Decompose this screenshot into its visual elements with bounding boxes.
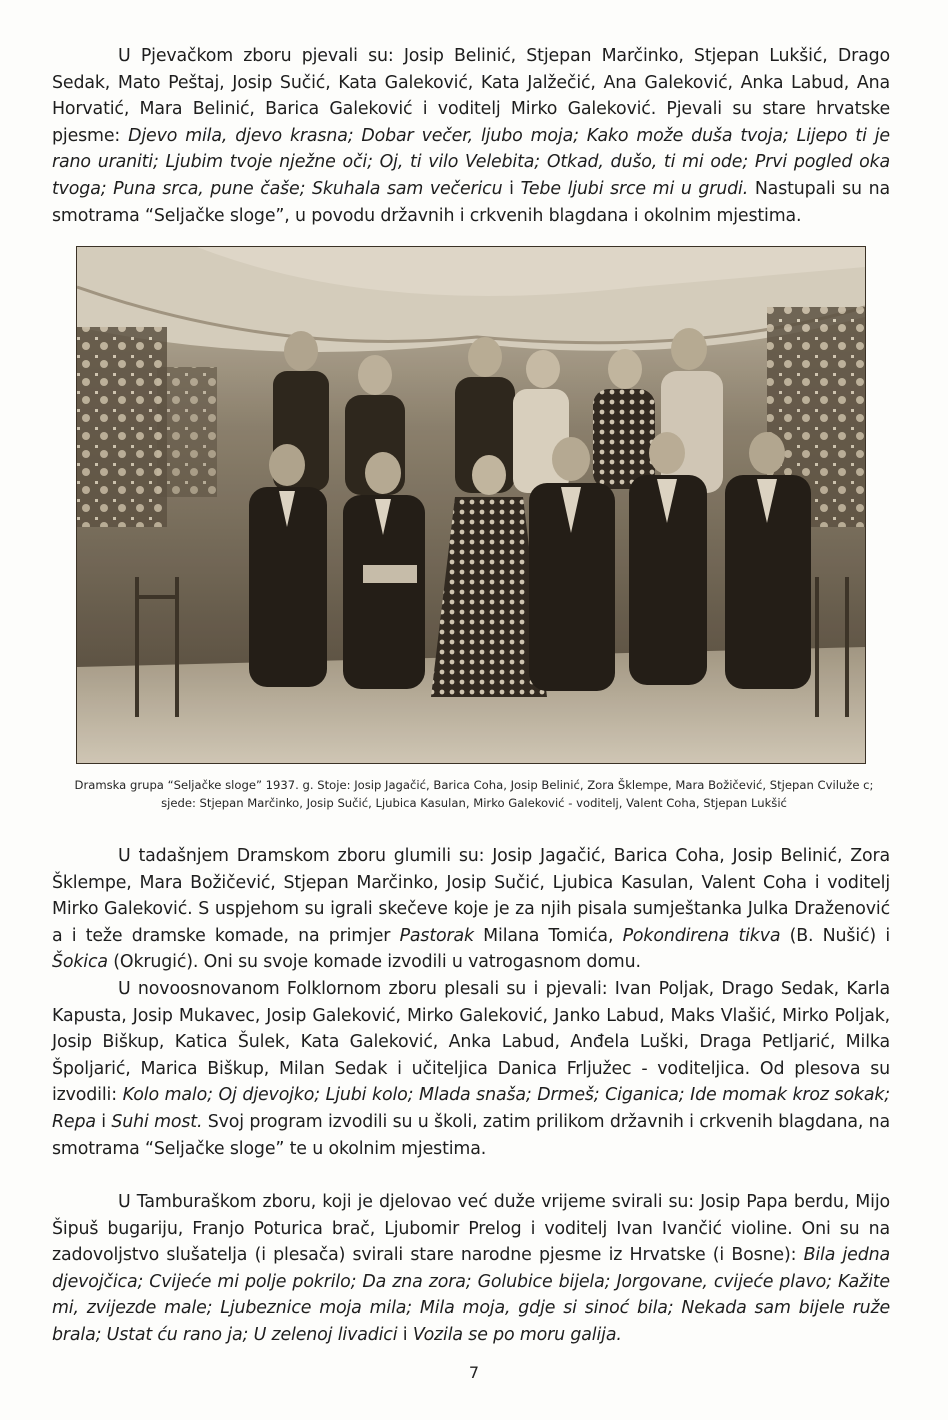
text-run: i (95, 1111, 112, 1132)
text-run: (B. Nušić) i (780, 925, 890, 946)
play-title: Pastorak (399, 925, 474, 946)
text-run: Svoj program izvodili su u školi, zatim prilikom državnih i crkvenih blagdana, na smotrama “Seljačke sloge” te u okolnim mjestima. (52, 1111, 890, 1159)
paragraph-drama-group (52, 843, 890, 976)
paragraph-tambura-group (52, 1189, 890, 1349)
paragraph-folklore-group (52, 976, 890, 1162)
song-titles: Djevo mila, djevo krasna; Dobar večer, ljubo moja; Kako može duša tvoja; Lijepo ti je rano uraniti; Ljubim tvoje nježne oči; Oj, ti vilo Velebita; Otkad, dušo, ti mi ode; Prvi pogled oka tvoga; Puna srca, pune čaše; Skuhala sam večericu (52, 125, 890, 199)
photo-caption-line-1: Dramska grupa “Seljačke sloge” 1937. g. Stoje: Josip Jagačić, Barica Coha, Josip Belinić, Zora Šklempe, Mara Božičević, Stjepan Cviluže c; (74, 778, 874, 792)
text-run: U Tamburaškom zboru, koji je djelovao već duže vrijeme svirali su: Josip Papa berdu, Mijo Šipuš bugariju, Franjo Poturica brač, Ljubomir Prelog i voditelj Ivan Ivančić violine. Oni su na zadovoljstvo slušatelja (i plesača) svirali stare narodne pjesme iz Hrvatske (i Bosne): (52, 1192, 890, 1266)
text-run: Nastupali su na smotrama “Seljačke sloge”, u povodu državnih i crkvenih blagdana i okolnim mjestima. (52, 178, 890, 226)
dance-title: Suhi most. (111, 1111, 203, 1132)
play-title: Pokondirena tikva (622, 925, 781, 946)
photo-caption-line-2: sjede: Stjepan Marčinko, Josip Sučić, Ljubica Kasulan, Mirko Galeković - voditelj, Valent Coha, Stjepan Lukšić (161, 796, 787, 810)
text-run: i (502, 178, 521, 199)
text-run: Milana Tomića, (473, 925, 623, 946)
text-run: i (397, 1324, 413, 1345)
song-titles: Bila jedna djevojčica; Cvijeće mi polje pokrilo; Da zna zora; Golubice bijela; Jorgovane, cvijeće plavo; Kažite mi, zvijezde male; Ljubeznice moja mila; Mila moja, gdje si sinoć bila; Nekada sam bijele ruže brala; Ustat ću rano ja; U zelenoj livadici (52, 1245, 890, 1345)
paragraph-singing-choir (52, 43, 890, 229)
text-run: U tadašnjem Dramskom zboru glumili su: Josip Jagačić, Barica Coha, Josip Belinić, Zora Šklempe, Mara Božičević, Stjepan Marčinko, Josip Sučić, Ljubica Kasulan, Valent Coha i voditelj Mirko Galeković. S uspjehom su igrali skečeve koje je za njih pisala sumještanka Julka Draženović a i teže dramske komade, na primjer (52, 846, 890, 946)
text-run: U Pjevačkom zboru pjevali su: Josip Belinić, Stjepan Marčinko, Stjepan Lukšić, Drago Sedak, Mato Peštaj, Josip Sučić, Kata Galeković, Kata Jalžečić, Ana Galeković, Anka Labud, Ana Horvatić, Mara Belinić, Barica Galeković i voditelj Mirko Galeković. Pjevali su stare hrvatske pjesme: (52, 46, 890, 146)
song-title: Vozila se po moru galija. (412, 1324, 622, 1345)
song-title: Tebe ljubi srce mi u grudi. (520, 178, 749, 199)
text-run: (Okrugić). Oni su svoje komade izvodili u vatrogasnom domu. (107, 952, 641, 973)
page-number: 7 (468, 1363, 480, 1382)
group-photograph (76, 246, 866, 764)
sepia-photo-illustration (77, 247, 865, 763)
dance-titles: Kolo malo; Oj djevojko; Ljubi kolo; Mlada snaša; Drmeš; Ciganica; Ide momak kroz sokak; Repa (52, 1085, 890, 1132)
text-run: U novoosnovanom Folklornom zboru plesali su i pjevali: Ivan Poljak, Drago Sedak, Karla Kapusta, Josip Mukavec, Josip Galeković, Mirko Galeković, Janko Labud, Maks Vlašić, Mirko Poljak, Josip Biškup, Katica Šulek, Kata Galeković, Anka Labud, Anđela Luški, Draga Petljarić, Milka Špoljarić, Marica Biškup, Milan Sedak i učiteljica Danica Frljužec - voditeljica. Od plesova su izvodili: (52, 979, 890, 1106)
play-title: Šokica (52, 952, 108, 973)
